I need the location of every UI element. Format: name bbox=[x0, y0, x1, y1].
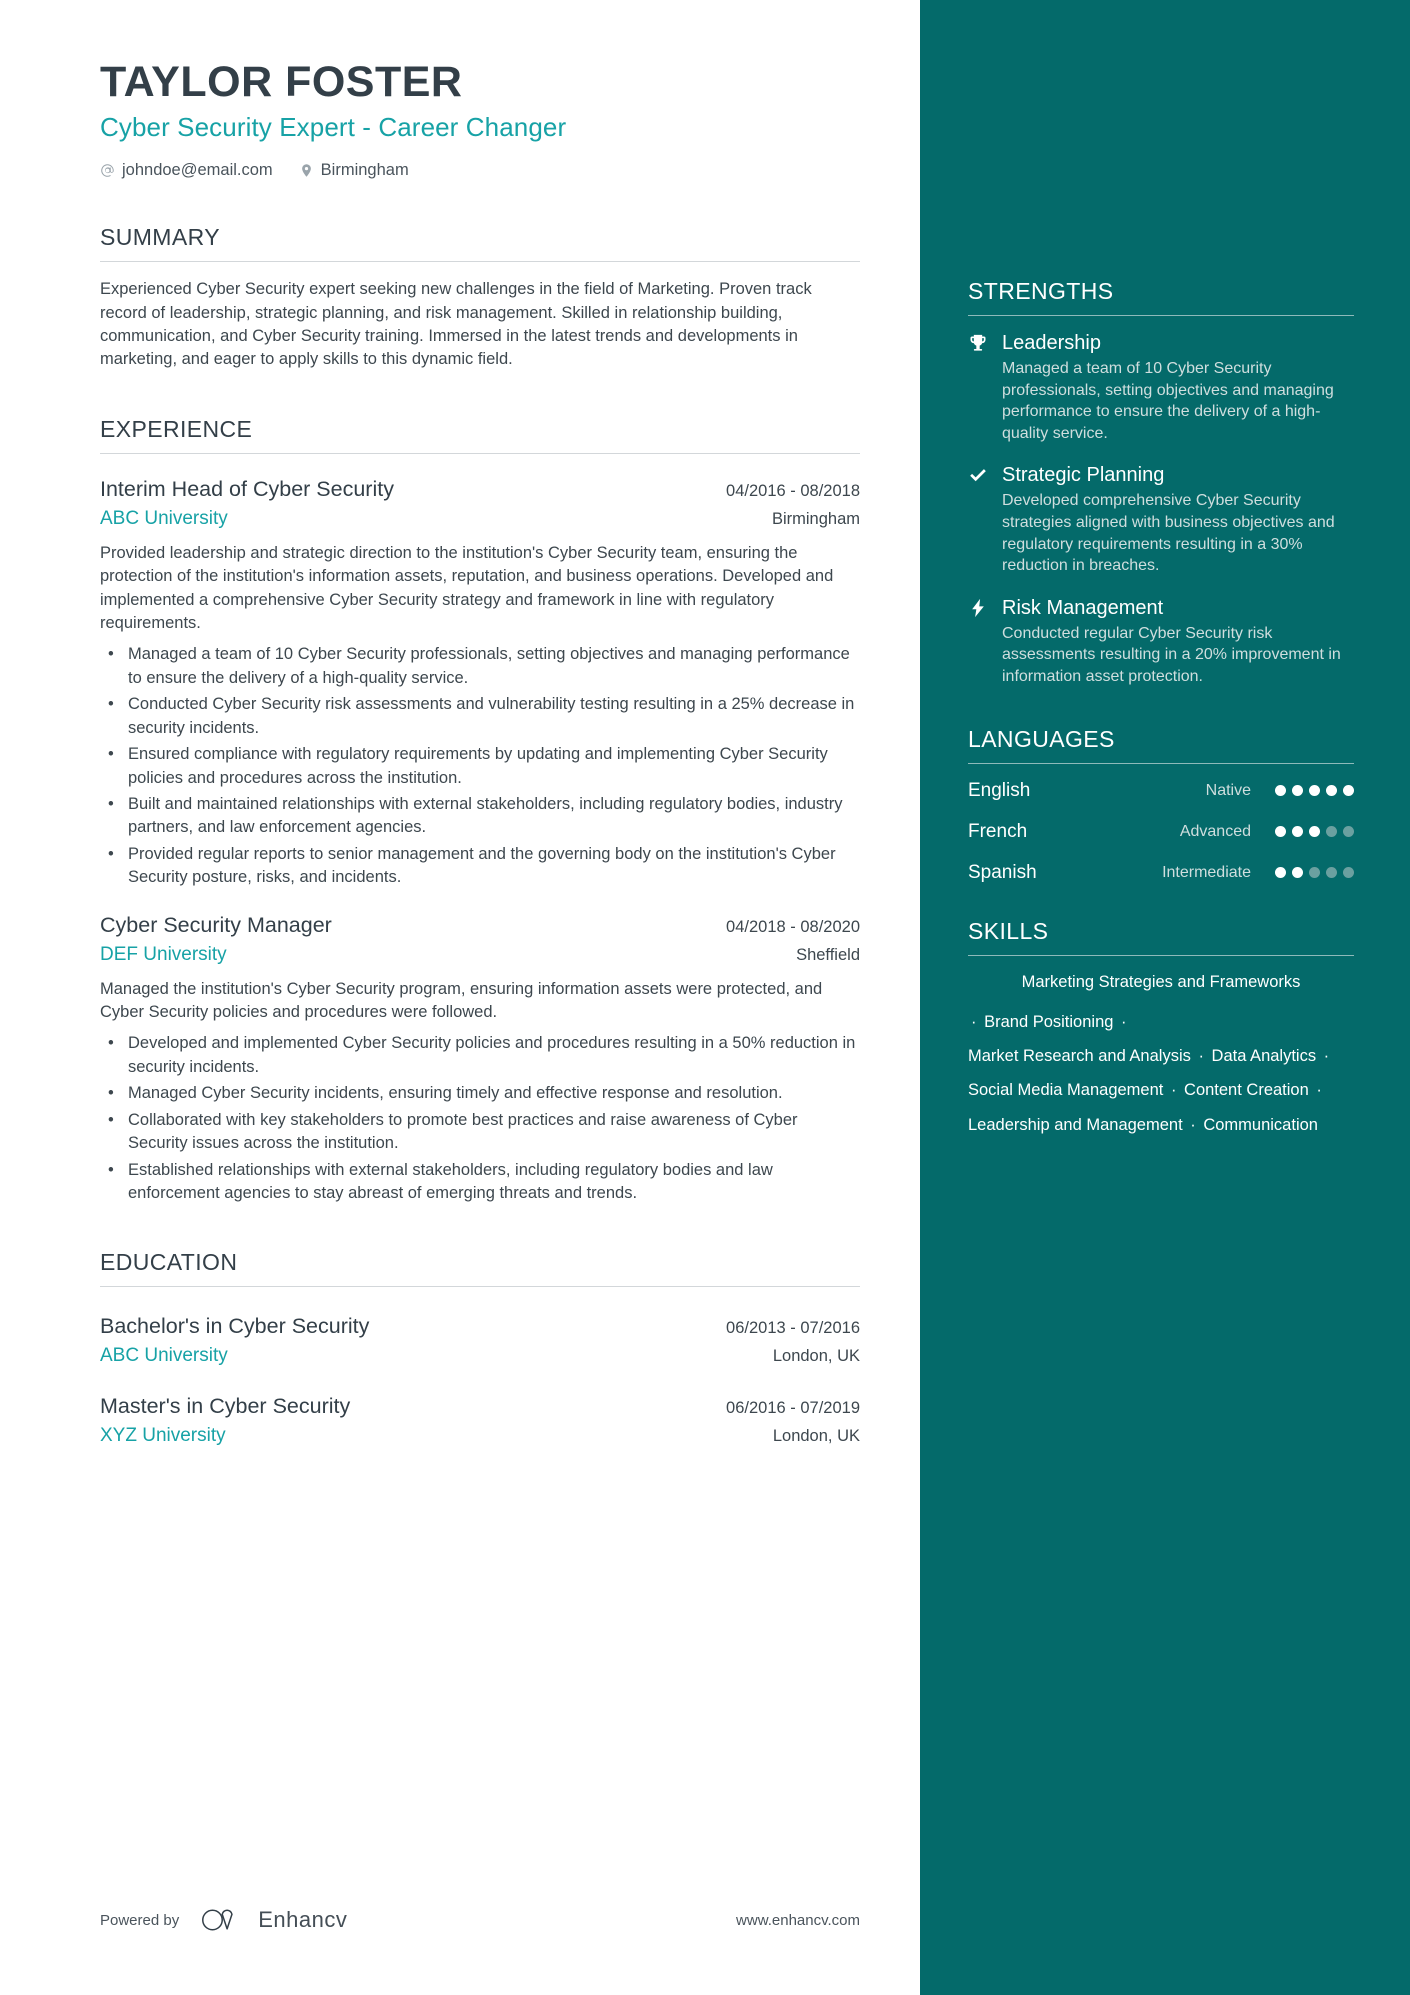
contact-row bbox=[100, 161, 860, 180]
rating-dot bbox=[1292, 826, 1303, 837]
list-item: • Ensured compliance with regulatory requirements by updating and implementing Cyber Security policies and procedures across the institution. bbox=[100, 743, 860, 790]
language-level: Intermediate bbox=[1162, 863, 1251, 881]
list-item: • Conducted Cyber Security risk assessments and vulnerability testing resulting in a 25% decrease in security incidents. bbox=[100, 693, 860, 740]
education-section bbox=[100, 1249, 860, 1447]
map-pin-icon bbox=[299, 163, 314, 178]
list-item: • Developed and implemented Cyber Security policies and procedures resulting in a 50% reduction in security incidents. bbox=[100, 1032, 860, 1079]
contact-location bbox=[299, 161, 409, 180]
education-title: Master's in Cyber Security bbox=[100, 1394, 351, 1419]
skill-separator: · bbox=[1319, 1046, 1330, 1065]
language-name: French bbox=[968, 820, 1028, 842]
enhancv-mark-icon bbox=[201, 1908, 247, 1932]
skill-item: Brand Positioning bbox=[984, 1012, 1114, 1031]
experience-entry bbox=[100, 912, 860, 1206]
experience-organization: ABC University bbox=[100, 507, 228, 529]
list-item: • Managed a team of 10 Cyber Security professionals, setting objectives and managing performance to ensure the delivery of a high-quality service. bbox=[100, 643, 860, 690]
education-organization: ABC University bbox=[100, 1345, 228, 1367]
skill-item: Communication bbox=[1203, 1115, 1318, 1134]
languages-divider bbox=[968, 763, 1354, 764]
language-row bbox=[968, 821, 1354, 843]
rating-dot bbox=[1292, 785, 1303, 796]
skill-item: Market Research and Analysis bbox=[968, 1046, 1191, 1065]
skills-list bbox=[968, 972, 1354, 1142]
candidate-name: TAYLOR FOSTER bbox=[100, 58, 463, 106]
rating-dot bbox=[1275, 785, 1286, 796]
strength-name: Strategic Planning bbox=[1002, 464, 1165, 487]
strength-item bbox=[968, 332, 1354, 444]
list-item: • Collaborated with key stakeholders to promote best practices and raise awareness of Cyber Security issues across the institution. bbox=[100, 1109, 860, 1156]
rating-dot bbox=[1326, 826, 1337, 837]
skill-item: Data Analytics bbox=[1211, 1046, 1317, 1065]
languages-section bbox=[968, 726, 1354, 884]
strength-item bbox=[968, 597, 1354, 688]
skill-item: Social Media Management bbox=[968, 1081, 1164, 1100]
strength-description: Developed comprehensive Cyber Security strategies aligned with business objectives and regulatory requirements resulting in a 30% reduction in breaches. bbox=[1002, 492, 1335, 575]
candidate-job-title: Cyber Security Expert - Career Changer bbox=[100, 112, 567, 143]
rating-dot bbox=[1343, 826, 1354, 837]
experience-date: 04/2018 - 08/2020 bbox=[726, 917, 860, 936]
education-date: 06/2016 - 07/2019 bbox=[726, 1399, 860, 1418]
sidebar-column bbox=[920, 0, 1410, 1995]
list-item: • Provided regular reports to senior management and the governing body on the institution's Cyber Security posture, risks, and incidents. bbox=[100, 843, 860, 890]
language-level: Advanced bbox=[1179, 822, 1251, 840]
education-organization: XYZ University bbox=[100, 1425, 226, 1447]
strength-name: Leadership bbox=[1002, 332, 1101, 354]
rating-dot bbox=[1275, 867, 1286, 878]
skill-separator: · bbox=[971, 1012, 982, 1031]
education-date: 06/2013 - 07/2016 bbox=[726, 1319, 860, 1338]
education-divider bbox=[100, 1286, 860, 1287]
powered-by-block bbox=[100, 1907, 347, 1933]
skills-section bbox=[968, 918, 1354, 1142]
skills-divider bbox=[968, 955, 1354, 956]
trophy-icon bbox=[968, 334, 988, 354]
rating-dot bbox=[1309, 867, 1320, 878]
education-heading: EDUCATION bbox=[100, 1249, 238, 1276]
experience-heading: EXPERIENCE bbox=[100, 415, 253, 442]
strength-name: Risk Management bbox=[1002, 596, 1164, 619]
rating-dot bbox=[1343, 867, 1354, 878]
contact-email bbox=[100, 161, 273, 180]
experience-location: Birmingham bbox=[771, 509, 860, 528]
skill-item: Marketing Strategies and Frameworks bbox=[1021, 972, 1301, 991]
experience-description: Provided leadership and strategic direction to the institution's Cyber Security team, ensuring the protection of the institution's information assets, reputation, and business operations. Developed and implemented a comprehensive Cyber Security strategy and framework in line with regulatory requirements. bbox=[100, 543, 834, 633]
summary-section bbox=[100, 224, 860, 372]
rating-dot bbox=[1343, 785, 1354, 796]
experience-entry bbox=[100, 476, 860, 890]
page-footer bbox=[100, 1907, 860, 1933]
summary-heading: SUMMARY bbox=[100, 224, 220, 251]
education-entry bbox=[100, 1313, 860, 1367]
skill-item: Content Creation bbox=[1184, 1081, 1309, 1100]
strengths-divider bbox=[968, 315, 1354, 316]
skill-item: Leadership and Management bbox=[968, 1115, 1183, 1134]
education-title: Bachelor's in Cyber Security bbox=[100, 1314, 370, 1339]
strength-description: Managed a team of 10 Cyber Security professionals, setting objectives and managing performance to ensure the delivery of a high-quality service. bbox=[1002, 360, 1334, 442]
rating-dot bbox=[1275, 826, 1286, 837]
enhancv-logo bbox=[201, 1907, 347, 1933]
summary-divider bbox=[100, 261, 860, 262]
summary-text: Experienced Cyber Security expert seeking new challenges in the field of Marketing. Proven track record of leadership, strategic planning, and risk management. Skilled in relationship building, communication, and Cyber Security training. Immersed in the latest trends and developments in marketing, and eager to apply skills to this dynamic field. bbox=[100, 280, 812, 369]
experience-title: Cyber Security Manager bbox=[100, 912, 332, 937]
language-rating-dots bbox=[1275, 785, 1354, 796]
language-rating-dots bbox=[1275, 867, 1354, 878]
education-location: London, UK bbox=[772, 1347, 860, 1366]
strengths-section bbox=[968, 278, 1354, 688]
language-level: Native bbox=[1205, 781, 1251, 799]
rating-dot bbox=[1326, 785, 1337, 796]
strength-item bbox=[968, 464, 1354, 576]
rating-dot bbox=[1292, 867, 1303, 878]
language-name: English bbox=[968, 779, 1031, 801]
language-rating-dots bbox=[1275, 826, 1354, 837]
rating-dot bbox=[1326, 867, 1337, 878]
rating-dot bbox=[1309, 785, 1320, 796]
check-icon bbox=[968, 466, 988, 486]
language-row bbox=[968, 862, 1354, 884]
languages-heading: LANGUAGES bbox=[968, 725, 1115, 752]
bolt-icon bbox=[968, 598, 988, 618]
location-text: Birmingham bbox=[320, 161, 409, 180]
education-entry bbox=[100, 1393, 860, 1447]
rating-dot bbox=[1309, 826, 1320, 837]
strengths-heading: STRENGTHS bbox=[968, 278, 1114, 304]
education-location: London, UK bbox=[772, 1427, 860, 1446]
powered-by-label: Powered by bbox=[100, 1911, 180, 1929]
experience-title: Interim Head of Cyber Security bbox=[100, 476, 394, 501]
at-sign-icon bbox=[100, 163, 115, 178]
enhancv-wordmark: Enhancv bbox=[258, 1907, 348, 1932]
experience-organization: DEF University bbox=[100, 943, 227, 965]
skill-separator: · bbox=[1116, 1012, 1127, 1031]
experience-description: Managed the institution's Cyber Security program, ensuring information assets were protected, and Cyber Security policies and procedures were followed. bbox=[100, 979, 823, 1022]
strength-description: Conducted regular Cyber Security risk assessments resulting in a 20% improvement in information asset protection. bbox=[1002, 624, 1341, 685]
skills-heading: SKILLS bbox=[968, 917, 1049, 944]
experience-bullets bbox=[100, 643, 860, 889]
email-text: johndoe@email.com bbox=[122, 161, 273, 180]
language-name: Spanish bbox=[968, 861, 1037, 883]
list-item: • Established relationships with external stakeholders, including regulatory bodies and law enforcement agencies to stay abreast of emerging threats and trends. bbox=[100, 1159, 860, 1206]
experience-bullets bbox=[100, 1032, 860, 1205]
experience-date: 04/2016 - 08/2018 bbox=[726, 481, 860, 500]
skill-separator: · bbox=[1193, 1046, 1209, 1065]
experience-section bbox=[100, 416, 860, 1206]
list-item: • Managed Cyber Security incidents, ensuring timely and effective response and resolution. bbox=[100, 1082, 860, 1105]
skill-separator: · bbox=[1311, 1081, 1322, 1100]
experience-location: Sheffield bbox=[796, 945, 860, 964]
experience-divider bbox=[100, 453, 860, 454]
skill-separator: · bbox=[1185, 1115, 1201, 1134]
skill-separator: · bbox=[1166, 1081, 1182, 1100]
language-row bbox=[968, 780, 1354, 802]
list-item: • Built and maintained relationships with external stakeholders, including regulatory bodies, industry partners, and law enforcement agencies. bbox=[100, 793, 860, 840]
website-url: www.enhancv.com bbox=[736, 1911, 860, 1929]
